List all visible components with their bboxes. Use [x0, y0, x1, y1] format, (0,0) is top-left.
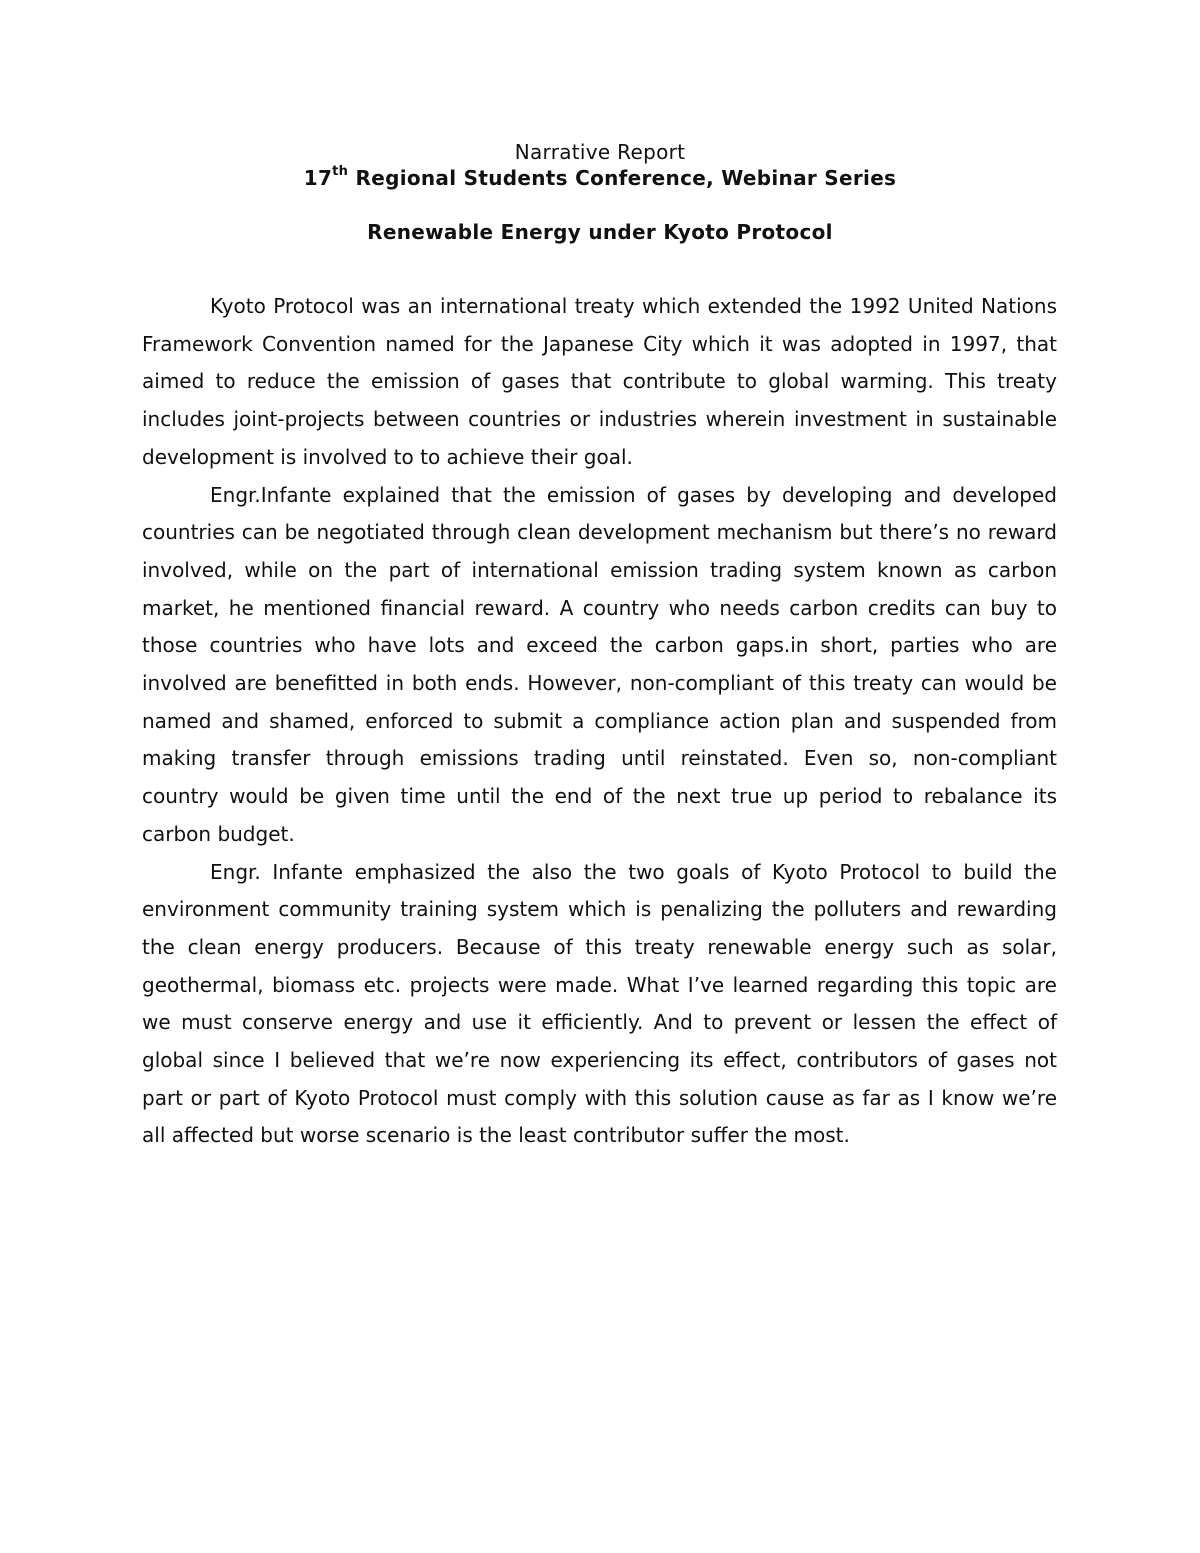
report-title-text: Narrative Report — [514, 140, 686, 164]
report-title — [0, 140, 1200, 164]
topic-heading-text: Renewable Energy under Kyoto Protocol — [367, 220, 833, 244]
body-paragraph: Engr.Infante explained that the emission of gases by developing and developed countries can be negotiated through clean development mechanism but there’s no reward involved, while on the part of international emission trading system known as carbon market, he mentioned financial reward. A country who needs carbon credits can buy to those countries who have lots and exceed the carbon gaps.in short, parties who are involved are benefitted in both ends. However, non-compliant of this treaty can would be named and shamed, enforced to submit a compliance action plan and suspended from making transfer through emissions trading until reinstated. Even so, non-compliant country would be given time until the end of the next true up period to rebalance its carbon budget. — [142, 482, 1057, 846]
conference-name: Regional Students Conference, Webinar Series — [348, 166, 897, 190]
report-body — [142, 288, 1057, 1155]
body-paragraph: Engr. Infante emphasized the also the two goals of Kyoto Protocol to build the environment community training system which is penalizing the polluters and rewarding the clean energy producers. Because of this treaty renewable energy such as solar, geothermal, biomass etc. projects were made. What I’ve learned regarding this topic are we must conserve energy and use it efficiently. And to prevent or lessen the effect of global since I believed that we’re now experiencing its effect, contributors of gases not part or part of Kyoto Protocol must comply with this solution cause as far as I know we’re all affected but worse scenario is the least contributor suffer the most. — [142, 859, 1057, 1148]
conference-title — [0, 166, 1200, 190]
conference-ordinal-suffix: th — [332, 164, 349, 180]
conference-number: 17 — [303, 166, 333, 190]
body-paragraph: Kyoto Protocol was an international treaty which extended the 1992 United Nations Framework Convention named for the Japanese City which it was adopted in 1997, that aimed to reduce the emission of gases that contribute to global warming. This treaty includes joint-projects between countries or industries wherein investment in sustainable development is involved to to achieve their goal. — [142, 294, 1057, 469]
topic-heading — [0, 220, 1200, 244]
